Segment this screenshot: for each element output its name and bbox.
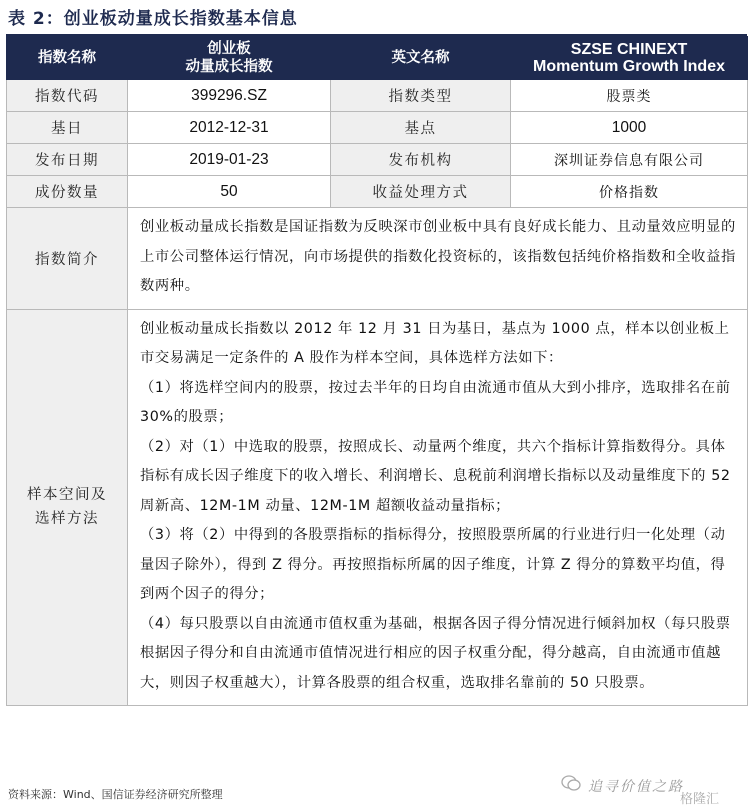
header-index-name-line2: 动量成长指数 <box>185 59 273 75</box>
wechat-icon <box>560 772 582 794</box>
row-value: 价格指数 <box>511 176 748 208</box>
header-english-line2: Momentum Growth Index <box>533 58 725 75</box>
method-label-line2: 选样方法 <box>35 511 99 528</box>
table-title: 表 2：创业板动量成长指数基本信息 <box>8 9 298 29</box>
row-value: 深圳证券信息有限公司 <box>511 144 748 176</box>
row-value: 399296.SZ <box>128 80 331 112</box>
watermark-brand: 格隆汇 <box>680 792 720 807</box>
method-paragraph: （3）将（2）中得到的各股票指标的指标得分，按照股票所属的行业进行归一化处理（动量因子除外），得到 Z 得分。再按照指标所属的因子维度，计算 Z 得分的算数平均值，得到两个因子的得分； <box>140 527 726 602</box>
table-row <box>7 112 748 144</box>
row-label: 指数类型 <box>331 80 511 112</box>
header-english-line1: SZSE CHINEXT <box>570 41 688 58</box>
row-value: 50 <box>128 176 331 208</box>
table-row <box>7 176 748 208</box>
row-value: 2019-01-23 <box>128 144 331 176</box>
row-value: 2012-12-31 <box>128 112 331 144</box>
intro-text: 创业板动量成长指数是国证指数为反映深市创业板中具有良好成长能力、且动量效应明显的上市公司整体运行情况，向市场提供的指数化投资标的，该指数包括纯价格指数和全收益指数两种。 <box>128 208 748 310</box>
index-info-table <box>6 36 748 706</box>
table-row <box>7 80 748 112</box>
method-row <box>7 309 748 706</box>
method-label-line1: 样本空间及 <box>27 487 107 504</box>
intro-label: 指数简介 <box>7 208 128 310</box>
row-label: 基日 <box>7 112 128 144</box>
source-note: 资料来源：Wind、国信证券经济研究所整理 <box>8 788 223 801</box>
row-label: 成份数量 <box>7 176 128 208</box>
method-paragraph: 创业板动量成长指数以 2012 年 12 月 31 日为基日，基点为 1000 点，样本以创业板上市交易满足一定条件的 A 股作为样本空间，具体选样方法如下： <box>140 320 730 366</box>
intro-row <box>7 208 748 310</box>
method-paragraph: （2）对（1）中选取的股票，按照成长、动量两个维度，共六个指标计算指数得分。具体指标有成长因子维度下的收入增长、利润增长、息税前利润增长指标以及动量维度下的 52 周新高、12M-1M 动量、12M-1M 超额收益动量指标； <box>140 438 731 514</box>
row-label: 指数代码 <box>7 80 128 112</box>
watermark-text: 追寻价值之路 <box>588 779 684 795</box>
method-paragraph: （4）每只股票以自由流通市值权重为基础，根据各因子得分情况进行倾斜加权（每只股票根据因子得分和自由流通市值情况进行相应的因子权重分配，得分越高，自由流通市值越大，则因子权重越大），计算各股票的组合权重，选取排名靠前的 50 只股票。 <box>140 615 731 691</box>
row-value: 股票类 <box>511 80 748 112</box>
row-label: 发布日期 <box>7 144 128 176</box>
method-label <box>7 309 128 706</box>
header-index-name-line1: 创业板 <box>207 41 251 57</box>
header-english-name-value <box>511 37 748 80</box>
method-text <box>128 309 748 706</box>
row-label: 发布机构 <box>331 144 511 176</box>
method-paragraph: （1）将选样空间内的股票，按过去半年的日均自由流通市值从大到小排序，选取排名在前 30%的股票； <box>140 379 731 425</box>
table-row <box>7 144 748 176</box>
row-label: 基点 <box>331 112 511 144</box>
header-row <box>7 37 748 80</box>
row-label: 收益处理方式 <box>331 176 511 208</box>
header-index-name: 指数名称 <box>7 37 128 80</box>
header-english-name: 英文名称 <box>331 37 511 80</box>
row-value: 1000 <box>511 112 748 144</box>
header-index-name-value <box>128 37 331 80</box>
